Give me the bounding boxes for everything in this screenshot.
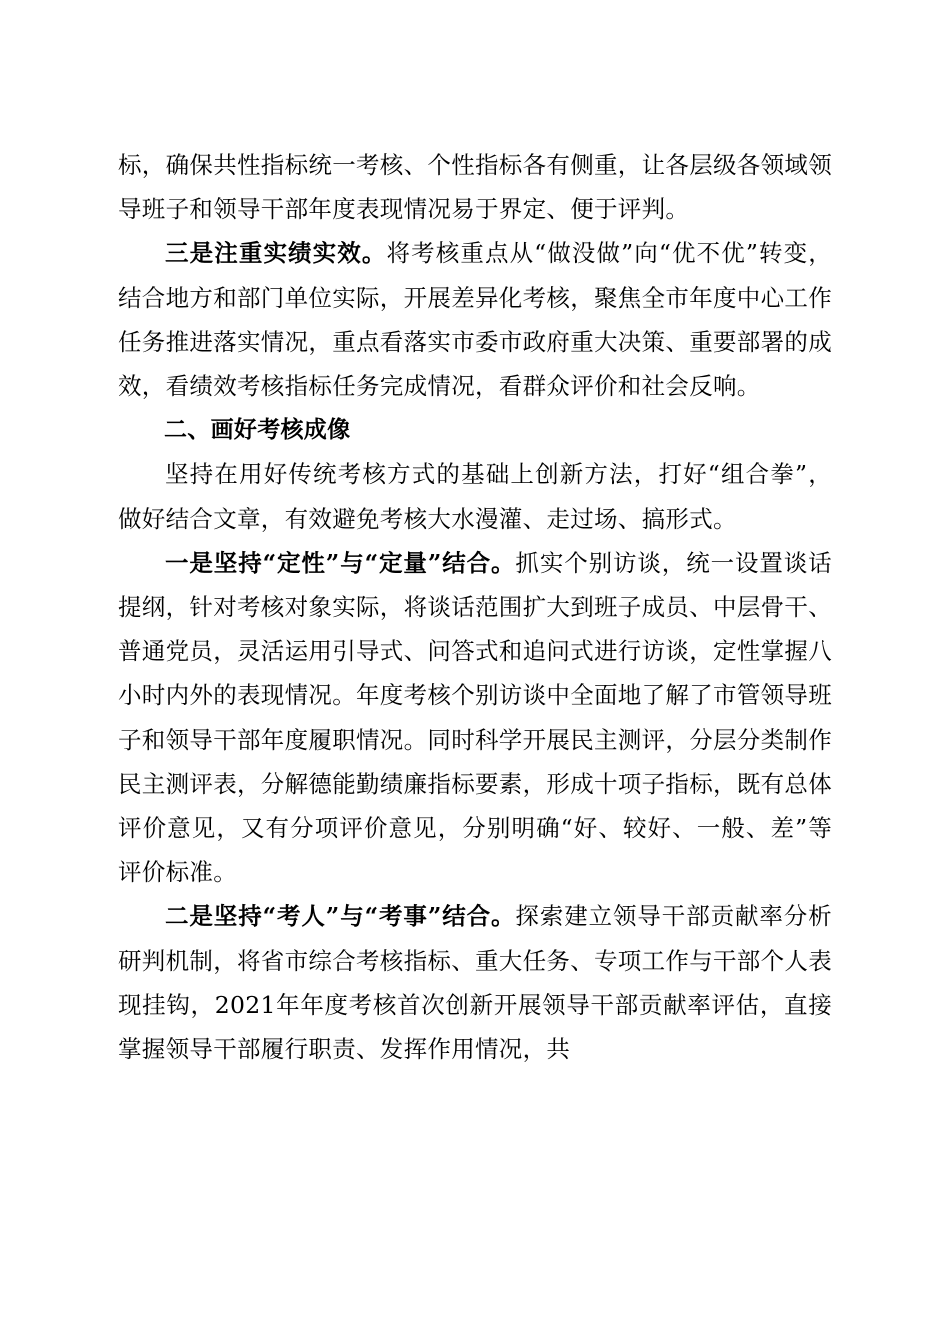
paragraph-lead: 二是坚持“考人”与“考事”结合。 [165,902,516,931]
paragraph-lead: 一是坚持“定性”与“定量”结合。 [165,548,516,577]
paragraph-lead: 三是注重实绩实效。 [165,239,387,268]
paragraph-intro [118,452,832,540]
document-body [118,143,832,1071]
paragraph-text: 标，确保共性指标统一考核、个性指标各有侧重，让各层级各领域领导班子和领导干部年度表现情况易于界定、便于评判。 [118,151,832,224]
paragraph-point-two [118,894,832,1071]
paragraph-text: 抓实个别访谈，统一设置谈话提纲，针对考核对象实际，将谈话范围扩大到班子成员、中层骨干、普通党员，灵活运用引导式、问答式和追问式进行访谈，定性掌握八小时内外的表现情况。年度考核个别访谈中全面地了解了市管领导班子和领导干部年度履职情况。同时科学开展民主测评，分层分类制作民主测评表，分解德能勤绩廉指标要素，形成十项子指标，既有总体评价意见，又有分项评价意见，分别明确“好、较好、一般、差”等评价标准。 [118,548,832,887]
paragraph-text: 坚持在用好传统考核方式的基础上创新方法，打好“组合拳”，做好结合文章，有效避免考核大水漫灌、走过场、搞形式。 [118,460,832,533]
paragraph-continuation [118,143,832,231]
paragraph-point-one [118,541,832,895]
paragraph-point-three [118,231,832,408]
section-heading: 二、画好考核成像 [164,417,351,444]
paragraph-text: 探索建立领导干部贡献率分析研判机制，将省市综合考核指标、重大任务、专项工作与干部个人表现挂钩，2021年年度考核首次创新开展领导干部贡献率评估，直接掌握领导干部履行职责、发挥作用情况，共 [118,902,832,1064]
paragraph-text: 将考核重点从“做没做”向“优不优”转变，结合地方和部门单位实际，开展差异化考核，聚焦全市年度中心工作任务推进落实情况，重点看落实市委市政府重大决策、重要部署的成效，看绩效考核指标任务完成情况，看群众评价和社会反响。 [118,239,832,401]
